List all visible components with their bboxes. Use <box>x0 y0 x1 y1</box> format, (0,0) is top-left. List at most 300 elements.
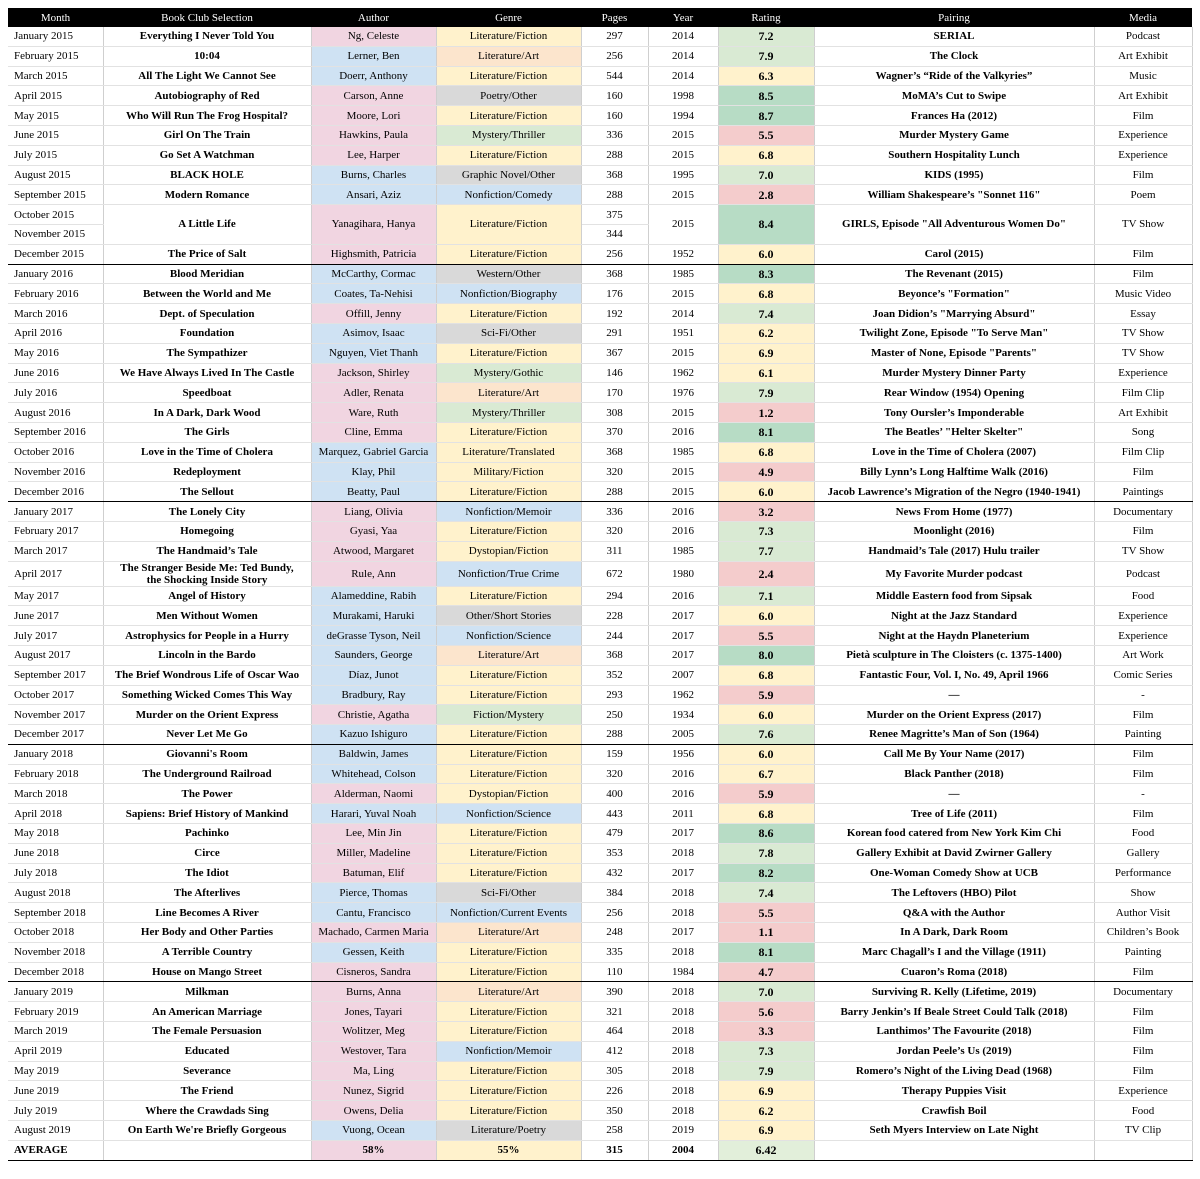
author-cell: Highsmith, Patricia <box>311 244 436 264</box>
genre-cell: Literature/Poetry <box>436 1121 581 1141</box>
rating-cell: 6.9 <box>718 1081 814 1101</box>
media-cell: TV Show <box>1094 205 1192 245</box>
media-cell: Film <box>1094 165 1192 185</box>
year-cell: 2018 <box>648 1081 718 1101</box>
pairing-cell: The Revenant (2015) <box>814 264 1094 284</box>
media-cell: Experience <box>1094 1081 1192 1101</box>
pairing-cell: Rear Window (1954) Opening <box>814 383 1094 403</box>
media-cell: Film <box>1094 804 1192 824</box>
table-row <box>8 804 1192 824</box>
pages-cell: 305 <box>581 1061 648 1081</box>
pairing-cell: The Leftovers (HBO) Pilot <box>814 883 1094 903</box>
pairing-cell: Romero’s Night of the Living Dead (1968) <box>814 1061 1094 1081</box>
rating-cell: 8.5 <box>718 86 814 106</box>
month-cell: September 2015 <box>8 185 103 205</box>
selection-cell: Who Will Run The Frog Hospital? <box>103 106 311 126</box>
selection-cell: Lincoln in the Bardo <box>103 645 311 665</box>
media-cell: Documentary <box>1094 982 1192 1002</box>
month-cell: February 2017 <box>8 521 103 541</box>
rating-cell: 7.7 <box>718 541 814 561</box>
year-cell: 1934 <box>648 705 718 725</box>
media-cell: TV Show <box>1094 323 1192 343</box>
month-cell: April 2017 <box>8 561 103 586</box>
rating-cell: 4.9 <box>718 462 814 482</box>
month-cell: July 2015 <box>8 145 103 165</box>
selection-cell: The Price of Salt <box>103 244 311 264</box>
media-cell: Painting <box>1094 725 1192 745</box>
month-cell: March 2017 <box>8 541 103 561</box>
month-cell: December 2018 <box>8 962 103 982</box>
genre-cell: Graphic Novel/Other <box>436 165 581 185</box>
author-cell: Ansari, Aziz <box>311 185 436 205</box>
pairing-cell: Joan Didion’s "Marrying Absurd" <box>814 304 1094 324</box>
month-cell: December 2015 <box>8 244 103 264</box>
pages-cell: 258 <box>581 1121 648 1141</box>
genre-cell: Literature/Art <box>436 46 581 66</box>
rating-cell: 8.0 <box>718 645 814 665</box>
year-cell: 2018 <box>648 843 718 863</box>
table-row <box>8 725 1192 745</box>
month-cell: November 2015 <box>8 224 103 244</box>
pages-cell: 110 <box>581 962 648 982</box>
table-row <box>8 665 1192 685</box>
author-cell: Moore, Lori <box>311 106 436 126</box>
rating-cell: 6.8 <box>718 284 814 304</box>
month-cell: January 2016 <box>8 264 103 284</box>
author-cell: Klay, Phil <box>311 462 436 482</box>
pages-cell: 320 <box>581 764 648 784</box>
selection-cell: Educated <box>103 1041 311 1061</box>
genre-cell: Sci-Fi/Other <box>436 883 581 903</box>
month-cell: January 2019 <box>8 982 103 1002</box>
author-cell: Murakami, Haruki <box>311 606 436 626</box>
average-pages: 315 <box>581 1140 648 1160</box>
media-cell: Film <box>1094 462 1192 482</box>
pages-cell: 308 <box>581 403 648 423</box>
rating-cell: 6.0 <box>718 244 814 264</box>
year-cell: 1956 <box>648 744 718 764</box>
month-cell: January 2018 <box>8 744 103 764</box>
author-cell: McCarthy, Cormac <box>311 264 436 284</box>
year-cell: 2018 <box>648 1002 718 1022</box>
rating-cell: 5.5 <box>718 125 814 145</box>
genre-cell: Literature/Fiction <box>436 863 581 883</box>
year-cell: 2011 <box>648 804 718 824</box>
year-cell: 2018 <box>648 1061 718 1081</box>
media-cell: Essay <box>1094 304 1192 324</box>
media-cell: TV Show <box>1094 343 1192 363</box>
pages-cell: 256 <box>581 46 648 66</box>
year-cell: 2005 <box>648 725 718 745</box>
month-cell: February 2018 <box>8 764 103 784</box>
header-row <box>8 8 1192 27</box>
selection-cell: Angel of History <box>103 586 311 606</box>
selection-cell: The Friend <box>103 1081 311 1101</box>
rating-cell: 4.7 <box>718 962 814 982</box>
rating-cell: 8.3 <box>718 264 814 284</box>
year-cell: 1980 <box>648 561 718 586</box>
year-cell: 2015 <box>648 284 718 304</box>
pages-cell: 544 <box>581 66 648 86</box>
table-row <box>8 46 1192 66</box>
pages-cell: 375 <box>581 205 648 225</box>
selection-cell: The Sellout <box>103 482 311 502</box>
pairing-cell: KIDS (1995) <box>814 165 1094 185</box>
header-genre: Genre <box>436 8 581 27</box>
pairing-cell: Handmaid’s Tale (2017) Hulu trailer <box>814 541 1094 561</box>
month-cell: September 2017 <box>8 665 103 685</box>
year-cell: 2016 <box>648 502 718 522</box>
month-cell: January 2017 <box>8 502 103 522</box>
rating-cell: 8.1 <box>718 942 814 962</box>
media-cell: Experience <box>1094 363 1192 383</box>
rating-cell: 6.8 <box>718 145 814 165</box>
year-cell: 2017 <box>648 606 718 626</box>
year-cell: 2014 <box>648 27 718 46</box>
media-cell: Gallery <box>1094 843 1192 863</box>
author-cell: Ware, Ruth <box>311 403 436 423</box>
rating-cell: 6.7 <box>718 764 814 784</box>
genre-cell: Fiction/Mystery <box>436 705 581 725</box>
rating-cell: 6.9 <box>718 1121 814 1141</box>
media-cell: Art Exhibit <box>1094 46 1192 66</box>
pairing-cell: Crawfish Boil <box>814 1101 1094 1121</box>
rating-cell: 2.4 <box>718 561 814 586</box>
table-row <box>8 422 1192 442</box>
pages-cell: 370 <box>581 422 648 442</box>
year-cell: 2018 <box>648 1101 718 1121</box>
selection-cell: The Sympathizer <box>103 343 311 363</box>
media-cell: Documentary <box>1094 502 1192 522</box>
media-cell: Film <box>1094 521 1192 541</box>
pairing-cell: One-Woman Comedy Show at UCB <box>814 863 1094 883</box>
table-row <box>8 205 1192 225</box>
year-cell: 2015 <box>648 343 718 363</box>
author-cell: Beatty, Paul <box>311 482 436 502</box>
year-cell: 2018 <box>648 942 718 962</box>
year-cell: 2015 <box>648 403 718 423</box>
pages-cell: 367 <box>581 343 648 363</box>
author-cell: Kazuo Ishiguro <box>311 725 436 745</box>
month-cell: September 2016 <box>8 422 103 442</box>
genre-cell: Dystopian/Fiction <box>436 784 581 804</box>
selection-cell: On Earth We're Briefly Gorgeous <box>103 1121 311 1141</box>
author-cell: Hawkins, Paula <box>311 125 436 145</box>
pairing-cell: Cuaron’s Roma (2018) <box>814 962 1094 982</box>
selection-cell: House on Mango Street <box>103 962 311 982</box>
media-cell: Paintings <box>1094 482 1192 502</box>
author-cell: Nunez, Sigrid <box>311 1081 436 1101</box>
selection-line-1: The Stranger Beside Me: Ted Bundy, <box>120 561 294 574</box>
author-cell: Offill, Jenny <box>311 304 436 324</box>
pages-cell: 256 <box>581 244 648 264</box>
genre-cell: Dystopian/Fiction <box>436 541 581 561</box>
pairing-cell: Renee Magritte’s Man of Son (1964) <box>814 725 1094 745</box>
selection-cell: We Have Always Lived In The Castle <box>103 363 311 383</box>
header-selection: Book Club Selection <box>103 8 311 27</box>
genre-cell: Literature/Fiction <box>436 1022 581 1042</box>
pairing-cell: Pietà sculpture in The Cloisters (c. 1375-1400) <box>814 645 1094 665</box>
pairing-cell: Tony Oursler’s Imponderable <box>814 403 1094 423</box>
media-cell: Art Exhibit <box>1094 86 1192 106</box>
pairing-cell: Frances Ha (2012) <box>814 106 1094 126</box>
month-cell: March 2018 <box>8 784 103 804</box>
table-row <box>8 1002 1192 1022</box>
rating-cell: 6.0 <box>718 606 814 626</box>
author-cell: Vuong, Ocean <box>311 1121 436 1141</box>
author-cell: Asimov, Isaac <box>311 323 436 343</box>
selection-cell: The Afterlives <box>103 883 311 903</box>
year-cell: 2017 <box>648 626 718 646</box>
selection-cell: Speedboat <box>103 383 311 403</box>
year-cell: 2015 <box>648 145 718 165</box>
table-row <box>8 982 1192 1002</box>
author-cell: Jones, Tayari <box>311 1002 436 1022</box>
month-cell: March 2015 <box>8 66 103 86</box>
pages-cell: 288 <box>581 482 648 502</box>
genre-cell: Mystery/Thriller <box>436 403 581 423</box>
rating-cell: 7.3 <box>718 1041 814 1061</box>
rating-cell: 7.0 <box>718 982 814 1002</box>
pages-cell: 288 <box>581 725 648 745</box>
media-cell: TV Show <box>1094 541 1192 561</box>
year-cell: 2018 <box>648 982 718 1002</box>
genre-cell: Literature/Fiction <box>436 205 581 245</box>
month-cell: July 2017 <box>8 626 103 646</box>
month-cell: January 2015 <box>8 27 103 46</box>
month-cell: May 2016 <box>8 343 103 363</box>
media-cell: Performance <box>1094 863 1192 883</box>
media-cell: Food <box>1094 586 1192 606</box>
pairing-cell: The Beatles’ "Helter Skelter" <box>814 422 1094 442</box>
selection-cell: 10:04 <box>103 46 311 66</box>
book-club-table-wrapper <box>8 8 1192 1161</box>
media-cell: Experience <box>1094 606 1192 626</box>
genre-cell: Literature/Fiction <box>436 942 581 962</box>
genre-cell: Literature/Art <box>436 645 581 665</box>
table-row <box>8 27 1192 46</box>
author-cell: Burns, Anna <box>311 982 436 1002</box>
table-row <box>8 363 1192 383</box>
year-cell: 2014 <box>648 46 718 66</box>
genre-cell: Literature/Fiction <box>436 343 581 363</box>
pages-cell: 672 <box>581 561 648 586</box>
pairing-cell: SERIAL <box>814 27 1094 46</box>
genre-cell: Literature/Fiction <box>436 962 581 982</box>
table-row <box>8 541 1192 561</box>
rating-cell: 7.6 <box>718 725 814 745</box>
selection-cell: Giovanni's Room <box>103 744 311 764</box>
pairing-cell: Night at the Jazz Standard <box>814 606 1094 626</box>
year-cell: 2015 <box>648 125 718 145</box>
year-cell: 2015 <box>648 205 718 245</box>
rating-cell: 8.6 <box>718 824 814 844</box>
genre-cell: Literature/Fiction <box>436 824 581 844</box>
genre-cell: Literature/Fiction <box>436 764 581 784</box>
genre-cell: Literature/Fiction <box>436 744 581 764</box>
pairing-cell: Korean food catered from New York Kim Chi <box>814 824 1094 844</box>
table-row <box>8 502 1192 522</box>
pages-cell: 294 <box>581 586 648 606</box>
average-blank <box>103 1140 311 1160</box>
table-row <box>8 304 1192 324</box>
table-row <box>8 244 1192 264</box>
pairing-cell: The Clock <box>814 46 1094 66</box>
table-row <box>8 626 1192 646</box>
pairing-cell: Surviving R. Kelly (Lifetime, 2019) <box>814 982 1094 1002</box>
selection-cell: The Brief Wondrous Life of Oscar Wao <box>103 665 311 685</box>
media-cell: Music Video <box>1094 284 1192 304</box>
author-cell: Lee, Harper <box>311 145 436 165</box>
table-row <box>8 962 1192 982</box>
rating-cell: 8.4 <box>718 205 814 245</box>
rating-cell: 7.0 <box>718 165 814 185</box>
media-cell: Film <box>1094 264 1192 284</box>
table-row <box>8 923 1192 943</box>
table-row <box>8 165 1192 185</box>
pages-cell: 226 <box>581 1081 648 1101</box>
pairing-cell: Middle Eastern food from Sipsak <box>814 586 1094 606</box>
genre-cell: Literature/Fiction <box>436 1081 581 1101</box>
media-cell: Film <box>1094 1041 1192 1061</box>
media-cell: Painting <box>1094 942 1192 962</box>
average-author: 58% <box>311 1140 436 1160</box>
month-cell: May 2017 <box>8 586 103 606</box>
genre-cell: Literature/Art <box>436 383 581 403</box>
year-cell: 1984 <box>648 962 718 982</box>
rating-cell: 7.3 <box>718 521 814 541</box>
month-cell: April 2015 <box>8 86 103 106</box>
header-author: Author <box>311 8 436 27</box>
month-cell: October 2016 <box>8 442 103 462</box>
year-cell: 2007 <box>648 665 718 685</box>
pages-cell: 390 <box>581 982 648 1002</box>
pages-cell: 384 <box>581 883 648 903</box>
pages-cell: 297 <box>581 27 648 46</box>
selection-cell: Blood Meridian <box>103 264 311 284</box>
pairing-cell: Gallery Exhibit at David Zwirner Gallery <box>814 843 1094 863</box>
average-year: 2004 <box>648 1140 718 1160</box>
media-cell: Song <box>1094 422 1192 442</box>
pairing-cell: MoMA’s Cut to Swipe <box>814 86 1094 106</box>
selection-cell: The Girls <box>103 422 311 442</box>
table-row <box>8 482 1192 502</box>
media-cell: Art Exhibit <box>1094 403 1192 423</box>
author-cell: Burns, Charles <box>311 165 436 185</box>
month-cell: July 2019 <box>8 1101 103 1121</box>
pairing-cell: Moonlight (2016) <box>814 521 1094 541</box>
author-cell: Carson, Anne <box>311 86 436 106</box>
month-cell: June 2016 <box>8 363 103 383</box>
genre-cell: Literature/Art <box>436 982 581 1002</box>
media-cell: Food <box>1094 824 1192 844</box>
genre-cell: Literature/Fiction <box>436 586 581 606</box>
pairing-cell: Carol (2015) <box>814 244 1094 264</box>
media-cell: Art Work <box>1094 645 1192 665</box>
rating-cell: 6.2 <box>718 323 814 343</box>
pairing-cell: My Favorite Murder podcast <box>814 561 1094 586</box>
pages-cell: 228 <box>581 606 648 626</box>
author-cell: Lerner, Ben <box>311 46 436 66</box>
table-row <box>8 883 1192 903</box>
table-body <box>8 27 1192 1160</box>
author-cell: Baldwin, James <box>311 744 436 764</box>
rating-cell: 6.9 <box>718 343 814 363</box>
table-row <box>8 561 1192 586</box>
pages-cell: 479 <box>581 824 648 844</box>
rating-cell: 1.1 <box>718 923 814 943</box>
year-cell: 2016 <box>648 586 718 606</box>
pages-cell: 412 <box>581 1041 648 1061</box>
pages-cell: 443 <box>581 804 648 824</box>
month-cell: July 2018 <box>8 863 103 883</box>
table-row <box>8 645 1192 665</box>
genre-cell: Literature/Translated <box>436 442 581 462</box>
author-cell: Rule, Ann <box>311 561 436 586</box>
rating-cell: 6.1 <box>718 363 814 383</box>
rating-cell: 6.0 <box>718 705 814 725</box>
pages-cell: 353 <box>581 843 648 863</box>
month-cell: October 2015 <box>8 205 103 225</box>
author-cell: Yanagihara, Hanya <box>311 205 436 245</box>
rating-cell: 6.0 <box>718 482 814 502</box>
author-cell: Gessen, Keith <box>311 942 436 962</box>
genre-cell: Nonfiction/Current Events <box>436 903 581 923</box>
pages-cell: 256 <box>581 903 648 923</box>
pairing-cell: Jordan Peele’s Us (2019) <box>814 1041 1094 1061</box>
month-cell: April 2016 <box>8 323 103 343</box>
pages-cell: 368 <box>581 165 648 185</box>
author-cell: Harari, Yuval Noah <box>311 804 436 824</box>
table-row <box>8 403 1192 423</box>
year-cell: 2016 <box>648 784 718 804</box>
genre-cell: Literature/Fiction <box>436 1101 581 1121</box>
genre-cell: Literature/Fiction <box>436 685 581 705</box>
rating-cell: 8.2 <box>718 863 814 883</box>
pages-cell: 288 <box>581 145 648 165</box>
pairing-cell: News From Home (1977) <box>814 502 1094 522</box>
pages-cell: 352 <box>581 665 648 685</box>
selection-cell: Murder on the Orient Express <box>103 705 311 725</box>
author-cell: Batuman, Elif <box>311 863 436 883</box>
year-cell: 2016 <box>648 521 718 541</box>
year-cell: 1985 <box>648 541 718 561</box>
selection-cell: Go Set A Watchman <box>103 145 311 165</box>
table-row <box>8 863 1192 883</box>
selection-cell: The Lonely City <box>103 502 311 522</box>
author-cell: Adler, Renata <box>311 383 436 403</box>
genre-cell: Literature/Fiction <box>436 244 581 264</box>
author-cell: Coates, Ta-Nehisi <box>311 284 436 304</box>
pairing-cell: William Shakespeare’s "Sonnet 116" <box>814 185 1094 205</box>
table-row <box>8 586 1192 606</box>
rating-cell: 3.3 <box>718 1022 814 1042</box>
month-cell: August 2019 <box>8 1121 103 1141</box>
media-cell: Experience <box>1094 125 1192 145</box>
pages-cell: 368 <box>581 442 648 462</box>
author-cell: Owens, Delia <box>311 1101 436 1121</box>
average-blank-media <box>1094 1140 1192 1160</box>
author-cell: Bradbury, Ray <box>311 685 436 705</box>
author-cell: deGrasse Tyson, Neil <box>311 626 436 646</box>
author-cell: Lee, Min Jin <box>311 824 436 844</box>
author-cell: Doerr, Anthony <box>311 66 436 86</box>
table-row <box>8 705 1192 725</box>
pairing-cell: Beyonce’s "Formation" <box>814 284 1094 304</box>
selection-cell: Foundation <box>103 323 311 343</box>
author-cell: Marquez, Gabriel Garcia <box>311 442 436 462</box>
author-cell: Whitehead, Colson <box>311 764 436 784</box>
